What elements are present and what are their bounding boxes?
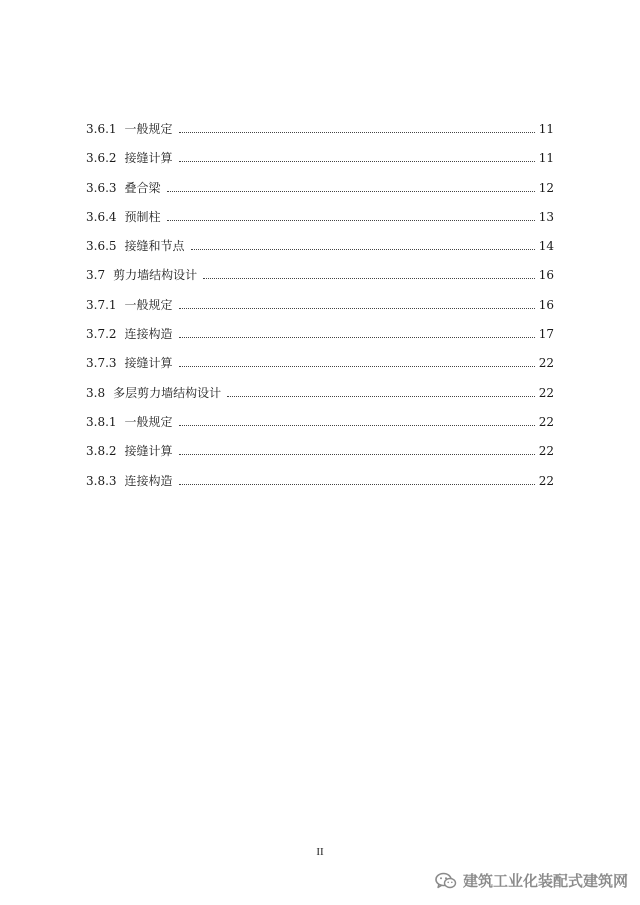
toc-entry-page: 12 (538, 180, 554, 195)
toc-entry-title: 叠合梁 (124, 180, 161, 195)
toc-entry-page: 17 (538, 327, 554, 342)
watermark-text: 建筑工业化装配式建筑网 (462, 872, 628, 890)
toc-entry-title: 一般规定 (124, 122, 173, 136)
toc-entry[interactable] (86, 145, 554, 165)
toc-leader-dots (179, 161, 535, 162)
toc-entry-page: 22 (538, 444, 554, 459)
toc-entry-title: 一般规定 (124, 414, 173, 429)
toc-entry[interactable] (86, 175, 554, 195)
toc-entry-title: 接缝计算 (124, 151, 173, 166)
toc-entry-number: 3.8.2 (86, 444, 117, 459)
toc-entry-title: 连接构造 (124, 327, 173, 342)
toc-entry-title: 接缝和节点 (124, 239, 185, 254)
toc-entry-page: 22 (538, 414, 554, 429)
toc-entry[interactable] (86, 204, 554, 224)
toc-entry[interactable] (86, 233, 554, 253)
toc-leader-dots (179, 484, 535, 485)
toc-entry-number: 3.8.1 (86, 414, 117, 429)
toc-leader-dots (167, 191, 535, 192)
toc-leader-dots (191, 249, 535, 250)
toc-leader-dots (167, 220, 535, 221)
toc-entry-number: 3.8.3 (86, 473, 117, 488)
toc-leader-dots (227, 396, 535, 397)
toc-entry-page: 11 (538, 151, 554, 166)
toc-entry-page: 14 (538, 239, 554, 254)
toc-entry-title: 接缝计算 (124, 356, 173, 371)
toc-entry-page: 16 (538, 297, 554, 312)
toc-entry-page: 13 (538, 209, 554, 224)
toc-entry-title: 预制柱 (124, 209, 161, 224)
toc-leader-dots (179, 454, 535, 455)
toc-entry[interactable] (86, 292, 554, 312)
toc-entry-title: 一般规定 (124, 297, 173, 312)
toc-entry-number: 3.7.3 (86, 356, 117, 371)
toc-entry-page: 16 (538, 268, 554, 283)
toc-entry[interactable] (86, 409, 554, 429)
table-of-contents (86, 116, 554, 497)
toc-entry-number: 3.6.3 (86, 180, 117, 195)
toc-leader-dots (179, 308, 535, 309)
toc-entry-page: 22 (538, 356, 554, 371)
toc-entry[interactable] (86, 468, 554, 488)
watermark (435, 870, 628, 891)
toc-entry[interactable] (86, 321, 554, 341)
toc-entry-page: 22 (538, 473, 554, 488)
toc-entry-number: 3.6.4 (86, 209, 117, 224)
toc-entry-page: 22 (538, 385, 554, 400)
toc-entry-number: 3.7 (86, 268, 106, 283)
page-number: II (316, 846, 324, 858)
toc-entry[interactable] (86, 380, 554, 400)
toc-entry-title: 多层剪力墙结构设计 (113, 385, 222, 400)
toc-entry-title: 接缝计算 (124, 444, 173, 459)
toc-leader-dots (179, 366, 535, 367)
toc-entry-title: 剪力墙结构设计 (113, 268, 198, 283)
toc-leader-dots (179, 132, 535, 133)
toc-entry-number: 3.6.1 (86, 122, 117, 136)
toc-entry[interactable] (86, 262, 554, 282)
toc-entry-number: 3.6.5 (86, 239, 117, 254)
toc-leader-dots (179, 425, 535, 426)
toc-entry[interactable] (86, 116, 554, 136)
toc-entry[interactable] (86, 438, 554, 458)
toc-entry-number: 3.8 (86, 385, 106, 400)
wechat-icon (435, 872, 457, 890)
toc-entry-title: 连接构造 (124, 473, 173, 488)
toc-entry-number: 3.7.1 (86, 297, 117, 312)
toc-leader-dots (179, 337, 535, 338)
toc-entry-page: 11 (538, 122, 554, 136)
toc-entry[interactable] (86, 350, 554, 370)
toc-leader-dots (203, 278, 535, 279)
toc-entry-number: 3.7.2 (86, 327, 117, 342)
toc-entry-number: 3.6.2 (86, 151, 117, 166)
